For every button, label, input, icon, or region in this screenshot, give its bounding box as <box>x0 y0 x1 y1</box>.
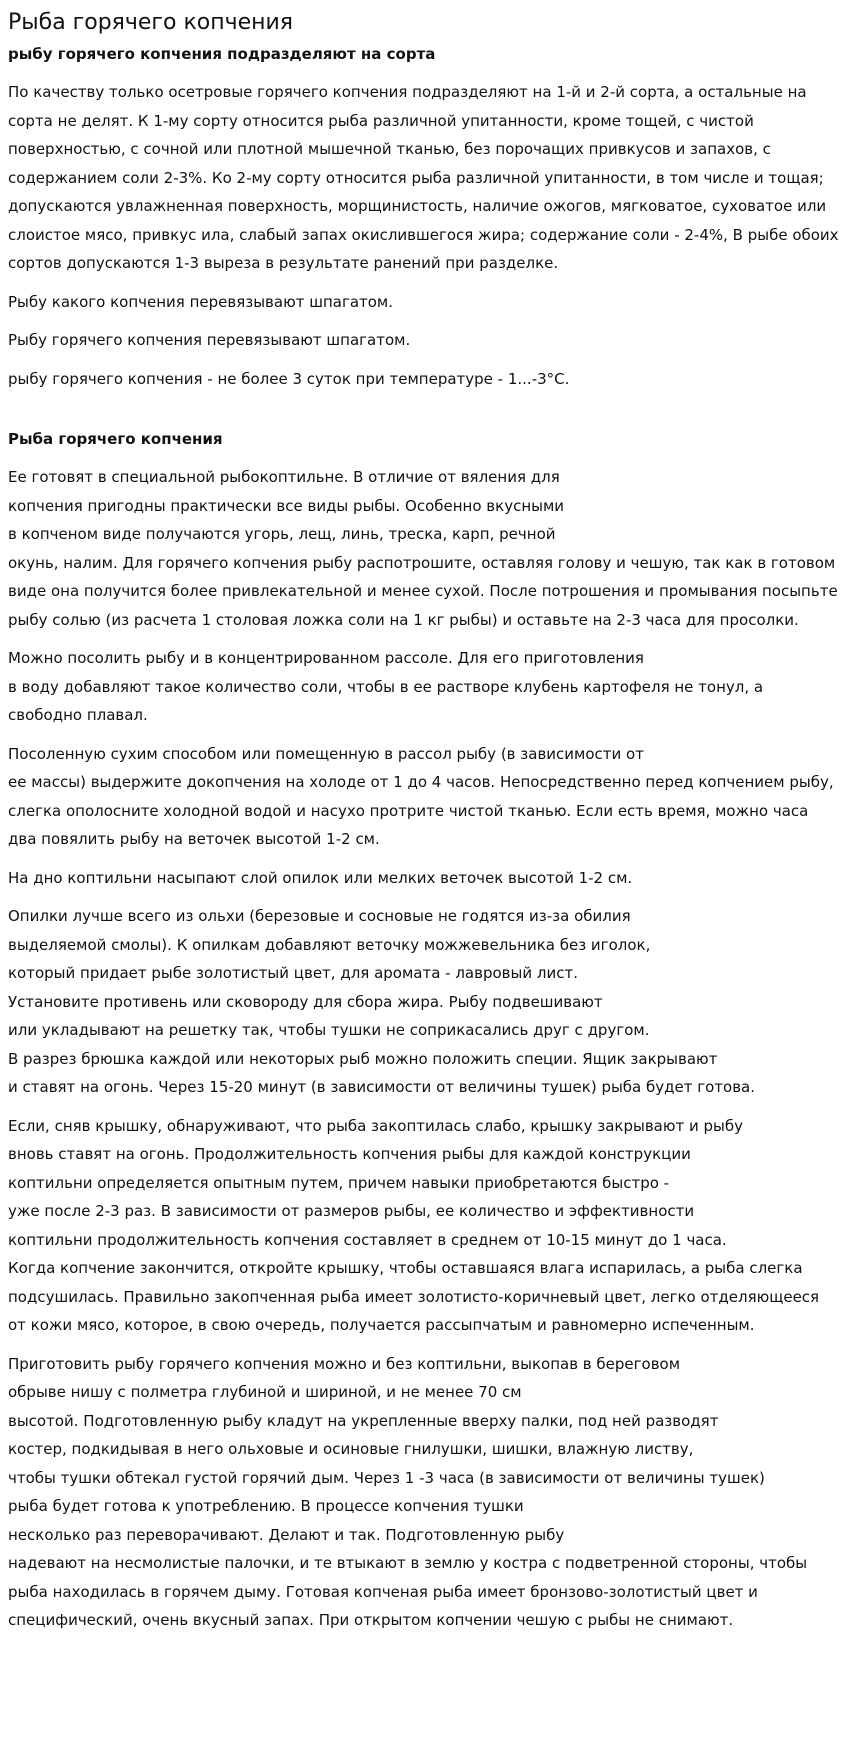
paragraph-cold-hold: Посоленную сухим способом или помещенную в рассол рыбу (в зависимости от ее массы) выдержите докопчения на холоде от 1 до 4 часов. Непосредственно перед копчением рыбу, слегка ополосните холодной водой и насухо протрите чистой тканью. Если есть время, можно часа два повялить рыбу на веточек высотой 1-2 см. <box>8 744 834 848</box>
paragraph-brine: Можно посолить рыбу и в концентрированном рассоле. Для его приготовления в воду добавляют такое количество соли, чтобы в ее растворе клубень картофеля не тонул, а свободно плавал. <box>8 649 764 724</box>
paragraph-duration: Если, сняв крышку, обнаруживают, что рыба закоптилась слабо, крышку закрывают и рыбу вновь ставят на огонь. Продолжительность копчения рыбы для каждой конструкции коптильни определяется опытным путем, причем навыки приобретаются быстро - уже после 2-3 раз. В зависимости от размеров рыбы, ее количество и эффективности коптильни продолжительность копчения составляет в среднем от 10-15 минут до 1 часа. Когда копчение закончится, откройте крышку, чтобы оставшаяся влага испарилась, а рыба слегка подсушилась. Правильно закопченная рыба имеет золотисто-коричневый цвет, легко отделяющееся от кожи мясо, которое, в свою очередь, получается рассыпчатым и равномерно испеченным. <box>8 1116 820 1334</box>
paragraph-no-smokehouse: Приготовить рыбу горячего копчения можно и без коптильни, выкопав в береговом обрыве нишу с полметра глубиной и шириной, и не менее 70 см высотой. Подготовленную рыбу кладут на укрепленные вверху палки, под ней разводят костер, подкидывая в него ольховые и осиновые гнилушки, шишки, влажную листву, чтобы тушки обтекал густой горячий дым. Через 1 -3 часа (в зависимости от величины тушек) рыба будет готова к употреблению. В процессе копчения тушки несколько раз переворачивают. Делают и так. Подготовленную рыбу надевают на несмолистые палочки, и те втыкают в землю у костра с подветренной стороны, чтобы рыба находилась в горячем дыму. Готовая копченая рыба имеет бронзово-золотистый цвет и специфический, очень вкусный запах. При открытом копчении чешую с рыбы не снимают. <box>8 1354 808 1629</box>
paragraph-grades: По качеству только осетровые горячего копчения подразделяют на 1-й и 2-й сорта, а остальные на сорта не делят. К 1-му сорту относится рыба различной упитанности, кроме тощей, с чистой поверхностью, с сочной или плотной мышечной тканью, без порочащих привкусов и запахов, с содержанием соли 2-3%. Ко 2-му сорту относится рыба различной упитанности, в том числе и тощая; допускаются увлажненная поверхность, морщинистость, наличие ожогов, мягковатое, суховатое или слоистое мясо, привкус ила, слабый запах окислившегося жира; содержание соли - 2-4%, В рыбе обоих сортов допускаются 1-3 выреза в результате ранений при разделке. <box>8 83 839 272</box>
section-heading-hot-smoked: Рыба горячего копчения <box>8 430 223 448</box>
page-title: Рыба горячего копчения <box>8 10 294 35</box>
paragraph-preparation: Ее готовят в специальной рыбокоптильне. В отличие от вяления для копчения пригодны практически все виды рыбы. Особенно вкусными в копченом виде получаются угорь, лещ, линь, треска, карп, речной окунь, налим. Для горячего копчения рыбу распотрошите, оставляя голову и чешую, так как в готовом виде она получится более привлекательной и менее сухой. После потрошения и промывания посыпьте рыбу солью (из расчета 1 столовая ложка соли на 1 кг рыбы) и оставьте на 2-3 часа для просолки. <box>8 468 838 629</box>
paragraph-answer: Рыбу горячего копчения перевязывают шпагатом. <box>8 331 411 349</box>
paragraph-storage: рыбу горячего копчения - не более 3 суток при температуре - 1...-3°С. <box>8 369 570 388</box>
paragraph-sawdust-layer: На дно коптильни насыпают слой опилок или мелких веточек высотой 1-2 см. <box>8 868 633 887</box>
section-heading-grades: рыбу горячего копчения подразделяют на сорта <box>8 45 436 63</box>
paragraph-question: Рыбу какого копчения перевязывают шпагатом. <box>8 292 394 311</box>
paragraph-sawdust: Опилки лучше всего из ольхи (березовые и сосновые не годятся из-за обилия выделяемой смолы). К опилкам добавляют веточку можжевельника без иголок, который придает рыбе золотистый цвет, для аромата - лавровый лист. Установите противень или сковороду для сбора жира. Рыбу подвешивают или укладывают на решетку так, чтобы тушки не соприкасались друг с другом. В разрез брюшка каждой или некоторых рыб можно положить специи. Ящик закрывают и ставят на огонь. Через 15-20 минут (в зависимости от величины тушек) рыба будет готова. <box>8 907 756 1096</box>
